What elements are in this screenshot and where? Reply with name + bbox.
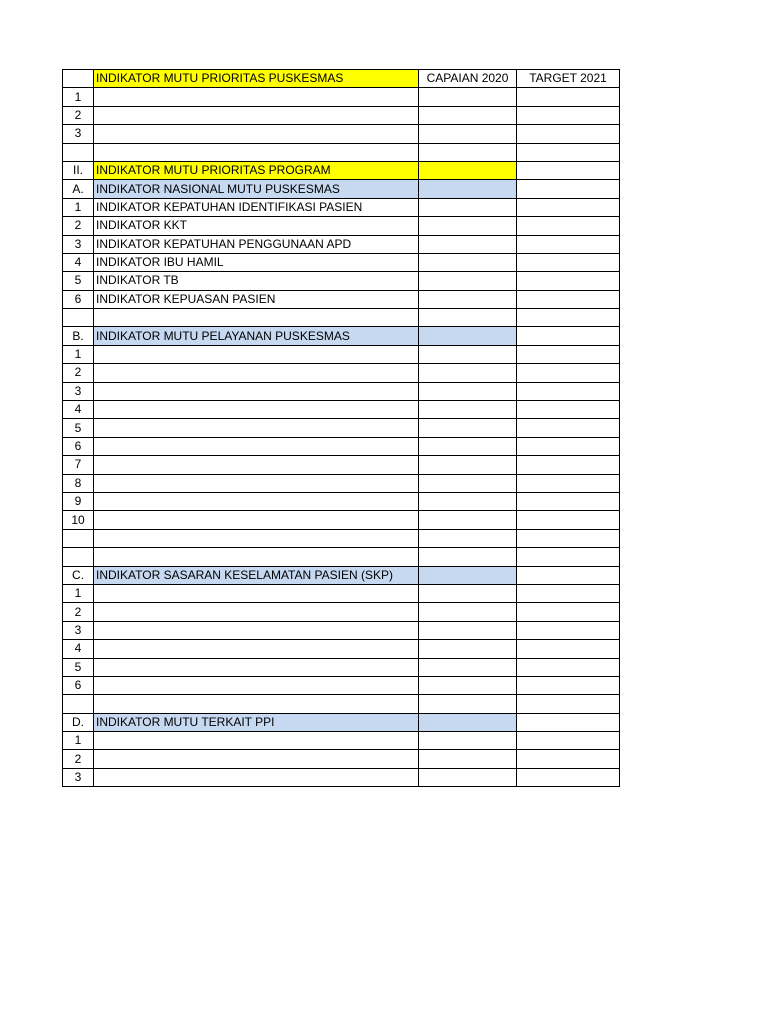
table-row [63, 364, 620, 382]
row-capaian-cell[interactable] [419, 713, 517, 731]
table-row [63, 750, 620, 768]
row-target-cell[interactable] [517, 695, 620, 713]
row-target-cell[interactable] [517, 106, 620, 124]
row-indicator-cell[interactable] [94, 529, 419, 547]
row-indicator-cell[interactable] [94, 419, 419, 437]
row-no-cell[interactable]: 4 [63, 640, 94, 658]
row-indicator-cell[interactable] [94, 309, 419, 327]
row-indicator-cell[interactable] [94, 474, 419, 492]
table-row [63, 143, 620, 161]
row-indicator-cell[interactable]: INDIKATOR MUTU PRIORITAS PROGRAM [94, 161, 419, 179]
row-capaian-cell[interactable] [419, 272, 517, 290]
row-target-cell[interactable] [517, 529, 620, 547]
row-indicator-cell[interactable] [94, 88, 419, 106]
indicator-table-body [63, 70, 620, 787]
row-target-cell[interactable] [517, 548, 620, 566]
row-no-cell[interactable]: 4 [63, 401, 94, 419]
row-target-cell[interactable] [517, 125, 620, 143]
row-no-cell[interactable]: B. [63, 327, 94, 345]
row-target-cell[interactable] [517, 419, 620, 437]
row-indicator-cell[interactable] [94, 125, 419, 143]
row-capaian-cell[interactable] [419, 364, 517, 382]
row-capaian-cell[interactable] [419, 603, 517, 621]
row-capaian-cell[interactable] [419, 143, 517, 161]
row-indicator-cell[interactable]: INDIKATOR TB [94, 272, 419, 290]
row-capaian-cell[interactable] [419, 456, 517, 474]
table-row [63, 713, 620, 731]
header-capaian-cell[interactable]: CAPAIAN 2020 [419, 70, 517, 88]
row-capaian-cell[interactable] [419, 419, 517, 437]
row-capaian-cell[interactable] [419, 437, 517, 455]
row-capaian-cell[interactable] [419, 217, 517, 235]
table-row [63, 492, 620, 510]
table-row [63, 382, 620, 400]
row-target-cell[interactable] [517, 474, 620, 492]
row-no-cell[interactable]: 3 [63, 382, 94, 400]
row-target-cell[interactable] [517, 253, 620, 271]
table-row [63, 511, 620, 529]
table-row [63, 290, 620, 308]
row-no-cell[interactable] [63, 143, 94, 161]
row-capaian-cell[interactable] [419, 529, 517, 547]
row-capaian-cell[interactable] [419, 492, 517, 510]
row-indicator-cell[interactable] [94, 382, 419, 400]
row-capaian-cell[interactable] [419, 511, 517, 529]
row-no-cell[interactable]: 8 [63, 474, 94, 492]
row-indicator-cell[interactable] [94, 768, 419, 786]
table-row [63, 529, 620, 547]
row-no-cell[interactable]: 3 [63, 768, 94, 786]
row-no-cell[interactable]: 2 [63, 364, 94, 382]
table-row [63, 272, 620, 290]
row-capaian-cell[interactable] [419, 382, 517, 400]
table-row [63, 253, 620, 271]
row-target-cell[interactable] [517, 198, 620, 216]
table-row [63, 401, 620, 419]
row-indicator-cell[interactable]: INDIKATOR MUTU PELAYANAN PUSKESMAS [94, 327, 419, 345]
row-target-cell[interactable] [517, 161, 620, 179]
table-row [63, 180, 620, 198]
table-row [63, 309, 620, 327]
row-indicator-cell[interactable] [94, 364, 419, 382]
row-capaian-cell[interactable] [419, 88, 517, 106]
row-target-cell[interactable] [517, 364, 620, 382]
table-row [63, 676, 620, 694]
row-target-cell[interactable] [517, 290, 620, 308]
row-no-cell[interactable]: 9 [63, 492, 94, 510]
row-no-cell[interactable] [63, 309, 94, 327]
table-row [63, 603, 620, 621]
header-indicator-cell[interactable]: INDIKATOR MUTU PRIORITAS PUSKESMAS [94, 70, 419, 88]
row-no-cell[interactable]: 6 [63, 290, 94, 308]
row-no-cell[interactable]: A. [63, 180, 94, 198]
row-capaian-cell[interactable] [419, 198, 517, 216]
row-target-cell[interactable] [517, 768, 620, 786]
row-indicator-cell[interactable] [94, 143, 419, 161]
row-capaian-cell[interactable] [419, 695, 517, 713]
table-row [63, 125, 620, 143]
row-no-cell[interactable]: D. [63, 713, 94, 731]
row-no-cell[interactable]: 5 [63, 658, 94, 676]
row-no-cell[interactable] [63, 695, 94, 713]
row-capaian-cell[interactable] [419, 548, 517, 566]
row-target-cell[interactable] [517, 401, 620, 419]
table-row [63, 566, 620, 584]
row-capaian-cell[interactable] [419, 235, 517, 253]
row-capaian-cell[interactable] [419, 106, 517, 124]
row-target-cell[interactable] [517, 492, 620, 510]
table-row [63, 161, 620, 179]
table-row [63, 327, 620, 345]
table-header-row [63, 70, 620, 88]
row-indicator-cell[interactable]: INDIKATOR MUTU TERKAIT PPI [94, 713, 419, 731]
row-indicator-cell[interactable] [94, 676, 419, 694]
row-target-cell[interactable] [517, 658, 620, 676]
row-target-cell[interactable] [517, 382, 620, 400]
row-indicator-cell[interactable] [94, 732, 419, 750]
row-target-cell[interactable] [517, 603, 620, 621]
table-row [63, 198, 620, 216]
row-capaian-cell[interactable] [419, 309, 517, 327]
row-capaian-cell[interactable] [419, 290, 517, 308]
row-no-cell[interactable]: 2 [63, 750, 94, 768]
table-row [63, 474, 620, 492]
row-capaian-cell[interactable] [419, 327, 517, 345]
row-indicator-cell[interactable] [94, 548, 419, 566]
row-target-cell[interactable] [517, 88, 620, 106]
row-target-cell[interactable] [517, 180, 620, 198]
header-target-cell[interactable]: TARGET 2021 [517, 70, 620, 88]
row-no-cell[interactable]: 5 [63, 272, 94, 290]
row-no-cell[interactable]: 1 [63, 732, 94, 750]
row-indicator-cell[interactable]: INDIKATOR NASIONAL MUTU PUSKESMAS [94, 180, 419, 198]
row-capaian-cell[interactable] [419, 253, 517, 271]
row-target-cell[interactable] [517, 750, 620, 768]
table-row [63, 732, 620, 750]
row-no-cell[interactable]: C. [63, 566, 94, 584]
row-capaian-cell[interactable] [419, 345, 517, 363]
row-capaian-cell[interactable] [419, 676, 517, 694]
row-indicator-cell[interactable] [94, 106, 419, 124]
row-capaian-cell[interactable] [419, 768, 517, 786]
indicator-table [62, 69, 620, 787]
row-target-cell[interactable] [517, 584, 620, 602]
table-row [63, 88, 620, 106]
table-row [63, 345, 620, 363]
row-indicator-cell[interactable]: INDIKATOR KEPATUHAN IDENTIFIKASI PASIEN [94, 198, 419, 216]
table-row [63, 106, 620, 124]
row-capaian-cell[interactable] [419, 584, 517, 602]
row-no-cell[interactable]: 3 [63, 125, 94, 143]
row-indicator-cell[interactable] [94, 584, 419, 602]
row-no-cell[interactable]: 1 [63, 584, 94, 602]
row-indicator-cell[interactable]: INDIKATOR KEPATUHAN PENGGUNAAN APD [94, 235, 419, 253]
table-row [63, 768, 620, 786]
row-capaian-cell[interactable] [419, 640, 517, 658]
row-target-cell[interactable] [517, 640, 620, 658]
row-target-cell[interactable] [517, 732, 620, 750]
row-target-cell[interactable] [517, 676, 620, 694]
row-no-cell[interactable]: 2 [63, 106, 94, 124]
table-row [63, 437, 620, 455]
row-no-cell[interactable]: 3 [63, 621, 94, 639]
row-target-cell[interactable] [517, 511, 620, 529]
row-indicator-cell[interactable] [94, 437, 419, 455]
row-capaian-cell[interactable] [419, 180, 517, 198]
row-no-cell[interactable]: 2 [63, 217, 94, 235]
row-target-cell[interactable] [517, 235, 620, 253]
row-no-cell[interactable]: II. [63, 161, 94, 179]
row-indicator-cell[interactable] [94, 640, 419, 658]
table-row [63, 640, 620, 658]
row-indicator-cell[interactable]: INDIKATOR KEPUASAN PASIEN [94, 290, 419, 308]
row-indicator-cell[interactable]: INDIKATOR SASARAN KESELAMATAN PASIEN (SKP) [94, 566, 419, 584]
row-target-cell[interactable] [517, 217, 620, 235]
row-target-cell[interactable] [517, 621, 620, 639]
row-capaian-cell[interactable] [419, 161, 517, 179]
table-row [63, 456, 620, 474]
row-no-cell[interactable]: 6 [63, 676, 94, 694]
row-target-cell[interactable] [517, 456, 620, 474]
row-indicator-cell[interactable]: INDIKATOR IBU HAMIL [94, 253, 419, 271]
row-no-cell[interactable]: 2 [63, 603, 94, 621]
row-no-cell[interactable]: 1 [63, 345, 94, 363]
row-target-cell[interactable] [517, 566, 620, 584]
row-no-cell[interactable]: 3 [63, 235, 94, 253]
row-capaian-cell[interactable] [419, 621, 517, 639]
table-row [63, 621, 620, 639]
row-no-cell[interactable]: 4 [63, 253, 94, 271]
row-target-cell[interactable] [517, 272, 620, 290]
row-capaian-cell[interactable] [419, 566, 517, 584]
row-capaian-cell[interactable] [419, 750, 517, 768]
row-no-cell[interactable]: 5 [63, 419, 94, 437]
row-no-cell[interactable]: 1 [63, 88, 94, 106]
table-row [63, 584, 620, 602]
row-indicator-cell[interactable] [94, 695, 419, 713]
row-target-cell[interactable] [517, 309, 620, 327]
row-indicator-cell[interactable]: INDIKATOR KKT [94, 217, 419, 235]
row-indicator-cell[interactable] [94, 750, 419, 768]
row-indicator-cell[interactable] [94, 621, 419, 639]
row-indicator-cell[interactable] [94, 345, 419, 363]
row-indicator-cell[interactable] [94, 603, 419, 621]
row-capaian-cell[interactable] [419, 474, 517, 492]
header-no-cell[interactable] [63, 70, 94, 88]
row-no-cell[interactable]: 7 [63, 456, 94, 474]
row-no-cell[interactable] [63, 548, 94, 566]
row-capaian-cell[interactable] [419, 658, 517, 676]
row-indicator-cell[interactable] [94, 511, 419, 529]
row-capaian-cell[interactable] [419, 732, 517, 750]
row-target-cell[interactable] [517, 713, 620, 731]
row-target-cell[interactable] [517, 345, 620, 363]
table-row [63, 419, 620, 437]
row-indicator-cell[interactable] [94, 658, 419, 676]
table-row [63, 548, 620, 566]
row-no-cell[interactable]: 10 [63, 511, 94, 529]
table-row [63, 695, 620, 713]
row-capaian-cell[interactable] [419, 125, 517, 143]
row-no-cell[interactable]: 1 [63, 198, 94, 216]
row-indicator-cell[interactable] [94, 456, 419, 474]
row-indicator-cell[interactable] [94, 401, 419, 419]
row-target-cell[interactable] [517, 143, 620, 161]
row-target-cell[interactable] [517, 437, 620, 455]
table-row [63, 217, 620, 235]
row-capaian-cell[interactable] [419, 401, 517, 419]
row-target-cell[interactable] [517, 327, 620, 345]
row-indicator-cell[interactable] [94, 492, 419, 510]
row-no-cell[interactable] [63, 529, 94, 547]
table-row [63, 235, 620, 253]
table-row [63, 658, 620, 676]
row-no-cell[interactable]: 6 [63, 437, 94, 455]
